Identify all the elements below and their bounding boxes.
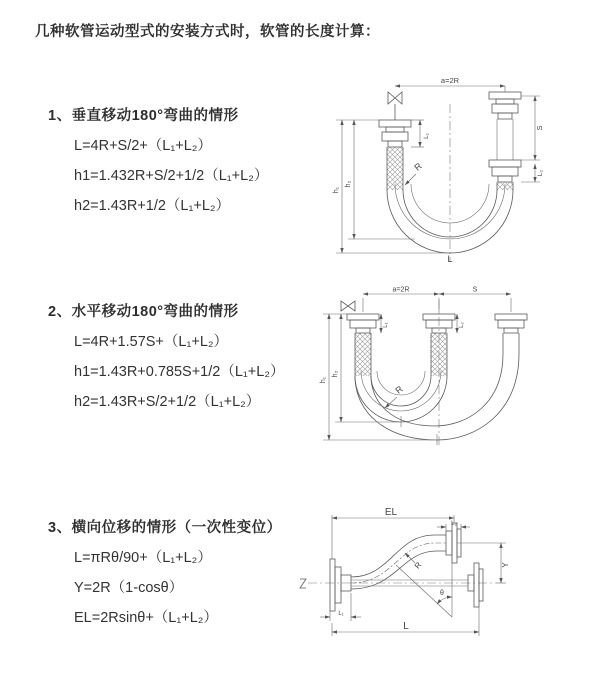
section-3-heading: 3、横向位移的情形（一次性变位） [48, 520, 282, 536]
diagram-lateral-displacement [296, 505, 596, 645]
dim-h2-label: h₂ [345, 180, 352, 188]
formula-l: L=4R+S/2+（L₁+L₂） [74, 138, 212, 154]
dim-l2-label: L₂ [451, 521, 457, 527]
section-3-formulas [48, 543, 282, 633]
hose-u-drawing [341, 300, 527, 446]
dim-y-label: Y [501, 562, 510, 568]
dim-theta-label: θ [440, 590, 444, 597]
dim-h1-label: h₁ [320, 376, 327, 384]
formula-h2: h2=1.43R+1/2（L₁+L₂） [74, 198, 231, 214]
dim-l1-label: L₁ [338, 611, 344, 617]
section-2 [48, 300, 284, 417]
dim-r-label: R [412, 160, 424, 173]
dim-s-label: S [535, 125, 544, 131]
section-1 [48, 104, 268, 221]
diagram-vertical-180 [320, 72, 560, 264]
formula-h2: h2=1.43R+S/2+1/2（L₁+L₂） [74, 394, 261, 410]
formula-h1: h1=1.43R+0.785S+1/2（L₁+L₂） [74, 364, 285, 380]
dim-h1-label: h₁ [333, 186, 340, 194]
section-1-heading: 1、垂直移动180°弯曲的情形 [48, 108, 239, 124]
dim-l2-label: L₂ [459, 322, 465, 328]
dim-r-label: R [412, 560, 424, 571]
dim-l2-label: L₂ [537, 169, 544, 177]
diagram-lateral-displacement-svg [296, 505, 596, 645]
formula-el: EL=2Rsinθ+（L₁+L₂） [74, 610, 218, 626]
dim-h2-label: h₂ [332, 370, 339, 378]
formula-y: Y=2R（1-cosθ） [74, 580, 184, 596]
page-title: 几种软管运动型式的安装方式时，软管的长度计算： [35, 24, 380, 40]
diagram-horizontal-180 [315, 284, 565, 456]
section-1-formulas [48, 131, 268, 221]
dim-l1-label: L₁ [423, 133, 430, 139]
section-2-heading: 2、水平移动180°弯曲的情形 [48, 304, 239, 320]
section-3 [48, 516, 282, 633]
hose-u-drawing [379, 92, 521, 262]
dim-el-label: EL [384, 507, 398, 518]
diagram-horizontal-180-svg [315, 284, 565, 456]
dim-l1-label: L₁ [383, 322, 389, 328]
dim-l-label: L [403, 621, 409, 632]
formula-h1: h1=1.432R+S/2+1/2（L₁+L₂） [74, 168, 269, 184]
formula-l: L=πRθ/90+（L₁+L₂） [74, 550, 212, 566]
dimensions [320, 507, 510, 636]
dim-l-label: L [447, 254, 453, 264]
diagram-vertical-180-svg [320, 72, 560, 264]
section-2-formulas [48, 327, 284, 417]
dim-a2r-label: a=2R [440, 76, 460, 85]
dim-a2r-label: a=2R [392, 286, 410, 294]
formula-l: L=4R+1.57S+（L₁+L₂） [74, 334, 229, 350]
dimensions [320, 287, 511, 446]
dim-s-label: S [472, 286, 478, 294]
dim-r-label: R [393, 383, 405, 396]
